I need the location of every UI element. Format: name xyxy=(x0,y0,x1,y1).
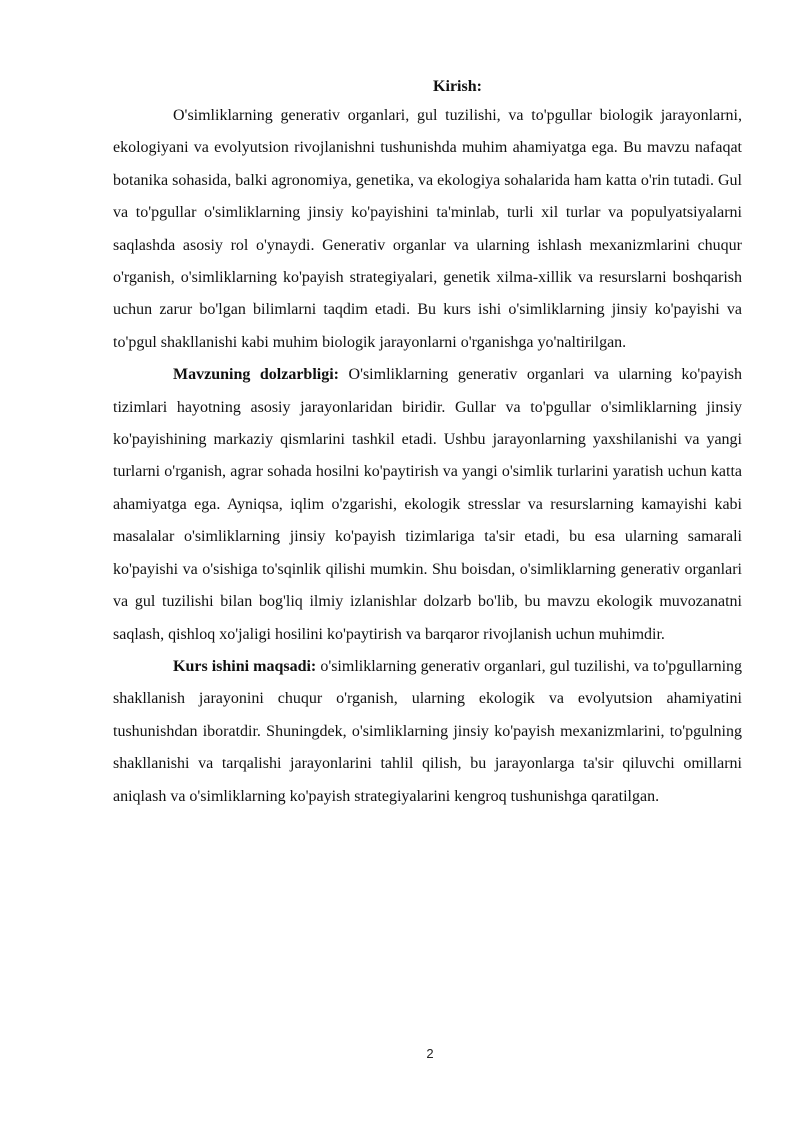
section-heading: Kirish: xyxy=(433,78,482,95)
relevance-text: O'simliklarning generativ organlari va ularning ko'payish tizimlari hayotning asosiy jarayonlaridan biridir. Gullar va to'pgullar o'simliklarning jinsiy ko'payishining markaziy qismlarini tashkil etadi. Ushbu jarayonlarning yaxshilanishi va yangi turlarni o'rganish, agrar sohada hosilni ko'paytirish va yangi o'simlik turlarini yaratish uchun katta ahamiyatga ega. Ayniqsa, iqlim o'zgarishi, ekologik stresslar va resurslarning kamayishi kabi masalalar o'simliklarning jinsiy ko'payish tizimlariga ta'sir etadi, bu esa ularning samarali ko'payishi va o'sishiga to'sqinlik qilishi mumkin. Shu boisdan, o'simliklarning generativ organlari va gul tuzilishi bilan bog'liq ilmiy izlanishlar dolzarb bo'lib, bu mavzu ekologik muvozanatni saqlash, qishloq xo'jaligi hosilini ko'paytirish va barqaror rivojlanish uchun muhimdir. xyxy=(113,366,742,643)
relevance-paragraph xyxy=(113,359,742,651)
goal-text: o'simliklarning generativ organlari, gul tuzilishi, va to'pgullarning shakllanish jarayonini chuqur o'rganish, ularning ekologik va evolyutsion ahamiyatini tushunishdan iboratdir. Shuningdek, o'simliklarning jinsiy ko'payish mexanizmlarini, to'pgulning shakllanishi va tarqalishi jarayonlarini tahlil qilish, bu jarayonlarga ta'sir qiluvchi omillarni aniqlash va o'simliklarning ko'payish strategiyalarini kengroq tushunishga qaratilgan. xyxy=(113,657,743,805)
page-number: 2 xyxy=(426,1046,434,1061)
page-body xyxy=(113,76,742,813)
relevance-label: Mavzuning dolzarbligi: xyxy=(173,366,339,384)
goal-paragraph xyxy=(113,651,742,813)
intro-paragraph: O'simliklarning generativ organlari, gul tuzilishi, va to'pgullar biologik jarayonlarni, ekologiyani va evolyutsion rivojlanishni tushunishda muhim ahamiyatga ega. Bu mavzu nafaqat botanika sohasida, balki agronomiya, genetika, va ekologiya sohalarida ham katta o'rin tutadi. Gul va to'pgullar o'simliklarning jinsiy ko'payishini ta'minlab, turli xil turlar va populyatsiyalarni saqlashda asosiy rol o'ynaydi. Generativ organlar va ularning ishlash mexanizmlarini chuqur o'rganish, o'simliklarning ko'payish strategiyalari, genetik xilma-xillik va resurslarni boshqarish uchun zarur bo'lgan bilimlarni taqdim etadi. Bu kurs ishi o'simliklarning jinsiy ko'payishi va to'pgul shakllanishi kabi muhim biologik jarayonlarni o'rganishga yo'naltirilgan. xyxy=(113,107,742,351)
goal-label: Kurs ishini maqsadi: xyxy=(173,657,317,675)
